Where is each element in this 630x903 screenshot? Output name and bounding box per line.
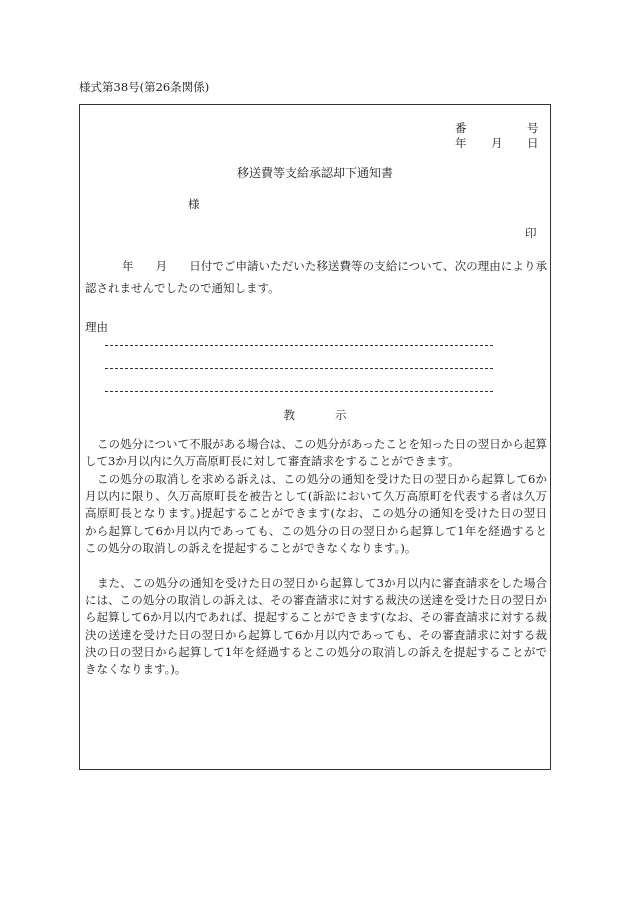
date-day-label: 日 <box>527 136 539 150</box>
document-number-label: 番 <box>455 121 467 135</box>
seal-mark: 印 <box>525 226 537 240</box>
reason-line <box>105 345 493 346</box>
reason-label: 理由 <box>85 320 108 334</box>
addressee-suffix: 様 <box>188 197 200 211</box>
reason-line <box>105 368 493 369</box>
instruction-heading-first: 教 <box>283 408 295 422</box>
instruction-heading-second: 示 <box>335 408 347 422</box>
form-number-label: 様式第38号(第26条関係) <box>79 80 210 94</box>
instruction-heading <box>80 408 550 423</box>
instruction-paragraph-1: この処分について不服がある場合は、この処分があったことを知った日の翌日から起算して3か月以内に久万高原町長に対して審査請求をすることができます。 <box>85 437 547 469</box>
intro-month-label: 月 <box>155 259 168 273</box>
notice-frame <box>79 104 551 770</box>
date-year-label: 年 <box>455 136 467 150</box>
intro-paragraph <box>85 255 547 299</box>
instruction-paragraph-2: この処分の取消しを求める訴えは、この処分の通知を受けた日の翌日から起算して6か月以内に限り、久万高原町長を被告として(訴訟において久万高原町を代表する者は久万高原町長となります。)提起することができます(なお、この処分の通知を受けた日の翌日から起算して6か月以内であっても、この処分の日の翌日から起算して1年を経過するとこの処分の取消しの訴えを提起することができなくなります。)。 <box>85 472 547 555</box>
date-month-label: 月 <box>491 136 503 150</box>
intro-year-label: 年 <box>122 259 134 273</box>
instruction-paragraph-3: また、この処分の通知を受けた日の翌日から起算して3か月以内に審査請求をした場合には、この処分の取消しの訴えは、その審査請求に対する裁決の送達を受けた日の翌日から起算して6か月以内であれば、提起することができます(なお、その審査請求に対する裁決の送達を受けた日の翌日から起算して6か月以内であっても、その審査請求に対する裁決の日の翌日から起算して1年を経過するとこの処分の取消しの訴えを提起することができなくなります。)。 <box>85 576 547 677</box>
document-title: 移送費等支給承認却下通知書 <box>236 166 393 180</box>
intro-text: 日付でご申請いただいた移送費等の支給について、次の理由により承認されませんでしたので通知します。 <box>85 259 548 295</box>
document-number-suffix: 号 <box>527 121 539 135</box>
reason-line <box>105 391 493 392</box>
